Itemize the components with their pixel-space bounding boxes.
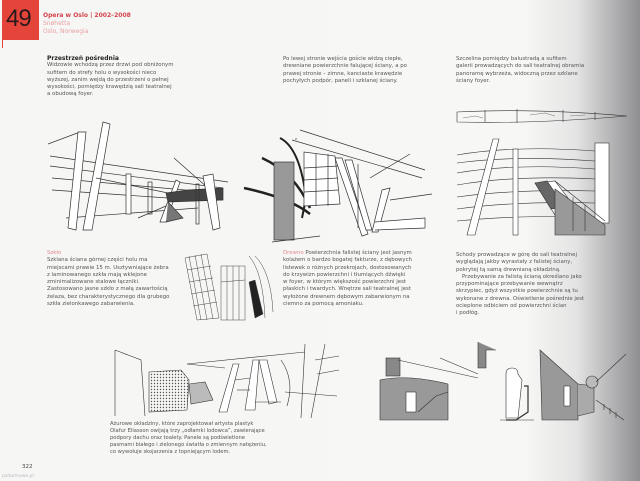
section-stairs (456, 252, 606, 318)
text-line: Po lewej stronie wejścia goście widzą ciepłe, (283, 56, 403, 62)
text-line: miejscami prawie 15 m. Usztywniające żebra (47, 264, 169, 271)
project-title: Opera w Oslo | 2002–2008 (43, 12, 131, 19)
architect-name: Snøhetta (43, 20, 71, 27)
text-line-start: Powierzchnia falistej ściany jest jasnym (303, 250, 412, 256)
text-line: sufitem do strefy holu o wysokości nieco (47, 69, 157, 76)
text-line: Szklana ściana górnej części holu ma (47, 257, 148, 264)
text-line: wykonane z drewna. Oświetlenie pośrednie jest (456, 295, 585, 302)
text-line: pasmami białego i zielonego światła o zmiennym natężeniu, (110, 442, 267, 449)
text-line (283, 250, 453, 257)
text-line: i podłóg. (456, 310, 480, 317)
section-label: Drewno (283, 250, 304, 256)
text-line: skrzypiec, gdyż wszystkie powierzchnie są tu (456, 288, 578, 295)
section-cladding (110, 421, 310, 456)
text-line: Zastosowano jasne szkło z małą zawartością (47, 286, 168, 293)
gallery-gap-section-sketch (455, 104, 630, 128)
section-heading: Przestrzeń pośrednia (47, 55, 119, 62)
foyer-perspective-sketch (48, 118, 233, 238)
text-line: szkła zielonkawego zabarwienia. (47, 301, 135, 308)
text-line: Przebywanie za falistą ścianą określano jako (462, 273, 582, 280)
text-line: Olafur Eliasson owijają trzy „odłamki lodowca”, zawierające (110, 428, 265, 435)
section-with-figure-sketch (378, 340, 628, 430)
section-wood (283, 250, 453, 308)
text-line: wyłożone drewnem dębowym zabarwionym na (283, 293, 410, 300)
section-entrance (283, 56, 453, 85)
glacier-shards-sketch (105, 340, 340, 418)
text-line: zminimalizowane stalowe łączniki. (47, 279, 140, 286)
text-line: kolażem o bardzo bogatej fakturze, z dębowych (283, 257, 412, 264)
text-line: Szczelina pomiędzy balustradą a sufitem (456, 56, 567, 62)
page-number: 322 (22, 464, 33, 470)
watermark: pzdarmowe.pl (2, 474, 34, 479)
section-intermediate-space (47, 55, 237, 99)
project-location: Oslo, Norwegia (43, 28, 89, 35)
text-line: panoramę wybrzeża, widoczną przez szklane (456, 70, 578, 77)
text-line: Widzowie wchodzą przez drzwi pod obniżonym (47, 62, 174, 69)
section-glass (47, 250, 192, 308)
wave-wall-sketch (240, 118, 450, 248)
stairs-wave-wall-sketch (455, 135, 620, 245)
text-line: Ażurowe okładziny, które zaprojektował artysta plastyk (110, 421, 254, 427)
text-line: a obudową foyer. (47, 91, 94, 98)
section-label: Szkło (47, 250, 62, 256)
text-line: ocieplone odbiciem od powierzchni ścian (456, 303, 567, 310)
text-line: wyższej, zanim wejdą do przestrzeni o pełnej (47, 76, 169, 83)
text-line: listewek o różnych przekrojach, dostosowanych (283, 264, 412, 271)
section-gap (456, 56, 606, 85)
text-line: pochyłych podpór, paneli i szklanej ściany. (283, 77, 398, 84)
text-line: co wywołuje skojarzenia z topniejącym lodem. (110, 449, 231, 456)
text-line: z laminowanego szkła mają wklejone (47, 271, 147, 278)
text-line: ściany foyer. (456, 77, 491, 84)
text-line: Schody prowadzące w górę do sali teatralnej (456, 252, 577, 258)
text-line: prawej stronie – zimne, kanciaste krawędzie (283, 70, 403, 77)
text-line: galerii prowadzących do sali teatralnej obramia (456, 63, 585, 70)
chapter-number: 49 (6, 5, 31, 32)
chapter-badge (2, 0, 39, 40)
text-line: drewniane powierzchnie falującej ściany, a po (283, 63, 407, 70)
text-line: płaskich i twardych. Wnętrze sali teatralnej jest (283, 286, 411, 293)
text-line: pokrytej tą samą drewnianą okładziną. (456, 266, 561, 273)
text-line: w foyer, w którym większość powierzchni jest (283, 279, 406, 286)
text-line: do krzywizn powierzchni i tłumiących dźwięki (283, 271, 406, 278)
text-line: wysokości, pomiędzy krawędzią sali teatralnej (47, 84, 172, 91)
text-line: przypominające przebywanie wewnątrz (456, 281, 563, 288)
badge-rule (2, 40, 3, 48)
text-line: ciemno za pomocą amoniaku. (283, 301, 364, 308)
text-line: podpory dachu oraz toalety. Panele są podświetlone (110, 435, 245, 442)
text-line: żelaza, bez charakterystycznego dla grubego (47, 293, 170, 300)
text-line: wyglądają jakby wyrastały z falistej ściany, (456, 259, 573, 266)
glass-wall-detail-sketch (183, 252, 278, 327)
